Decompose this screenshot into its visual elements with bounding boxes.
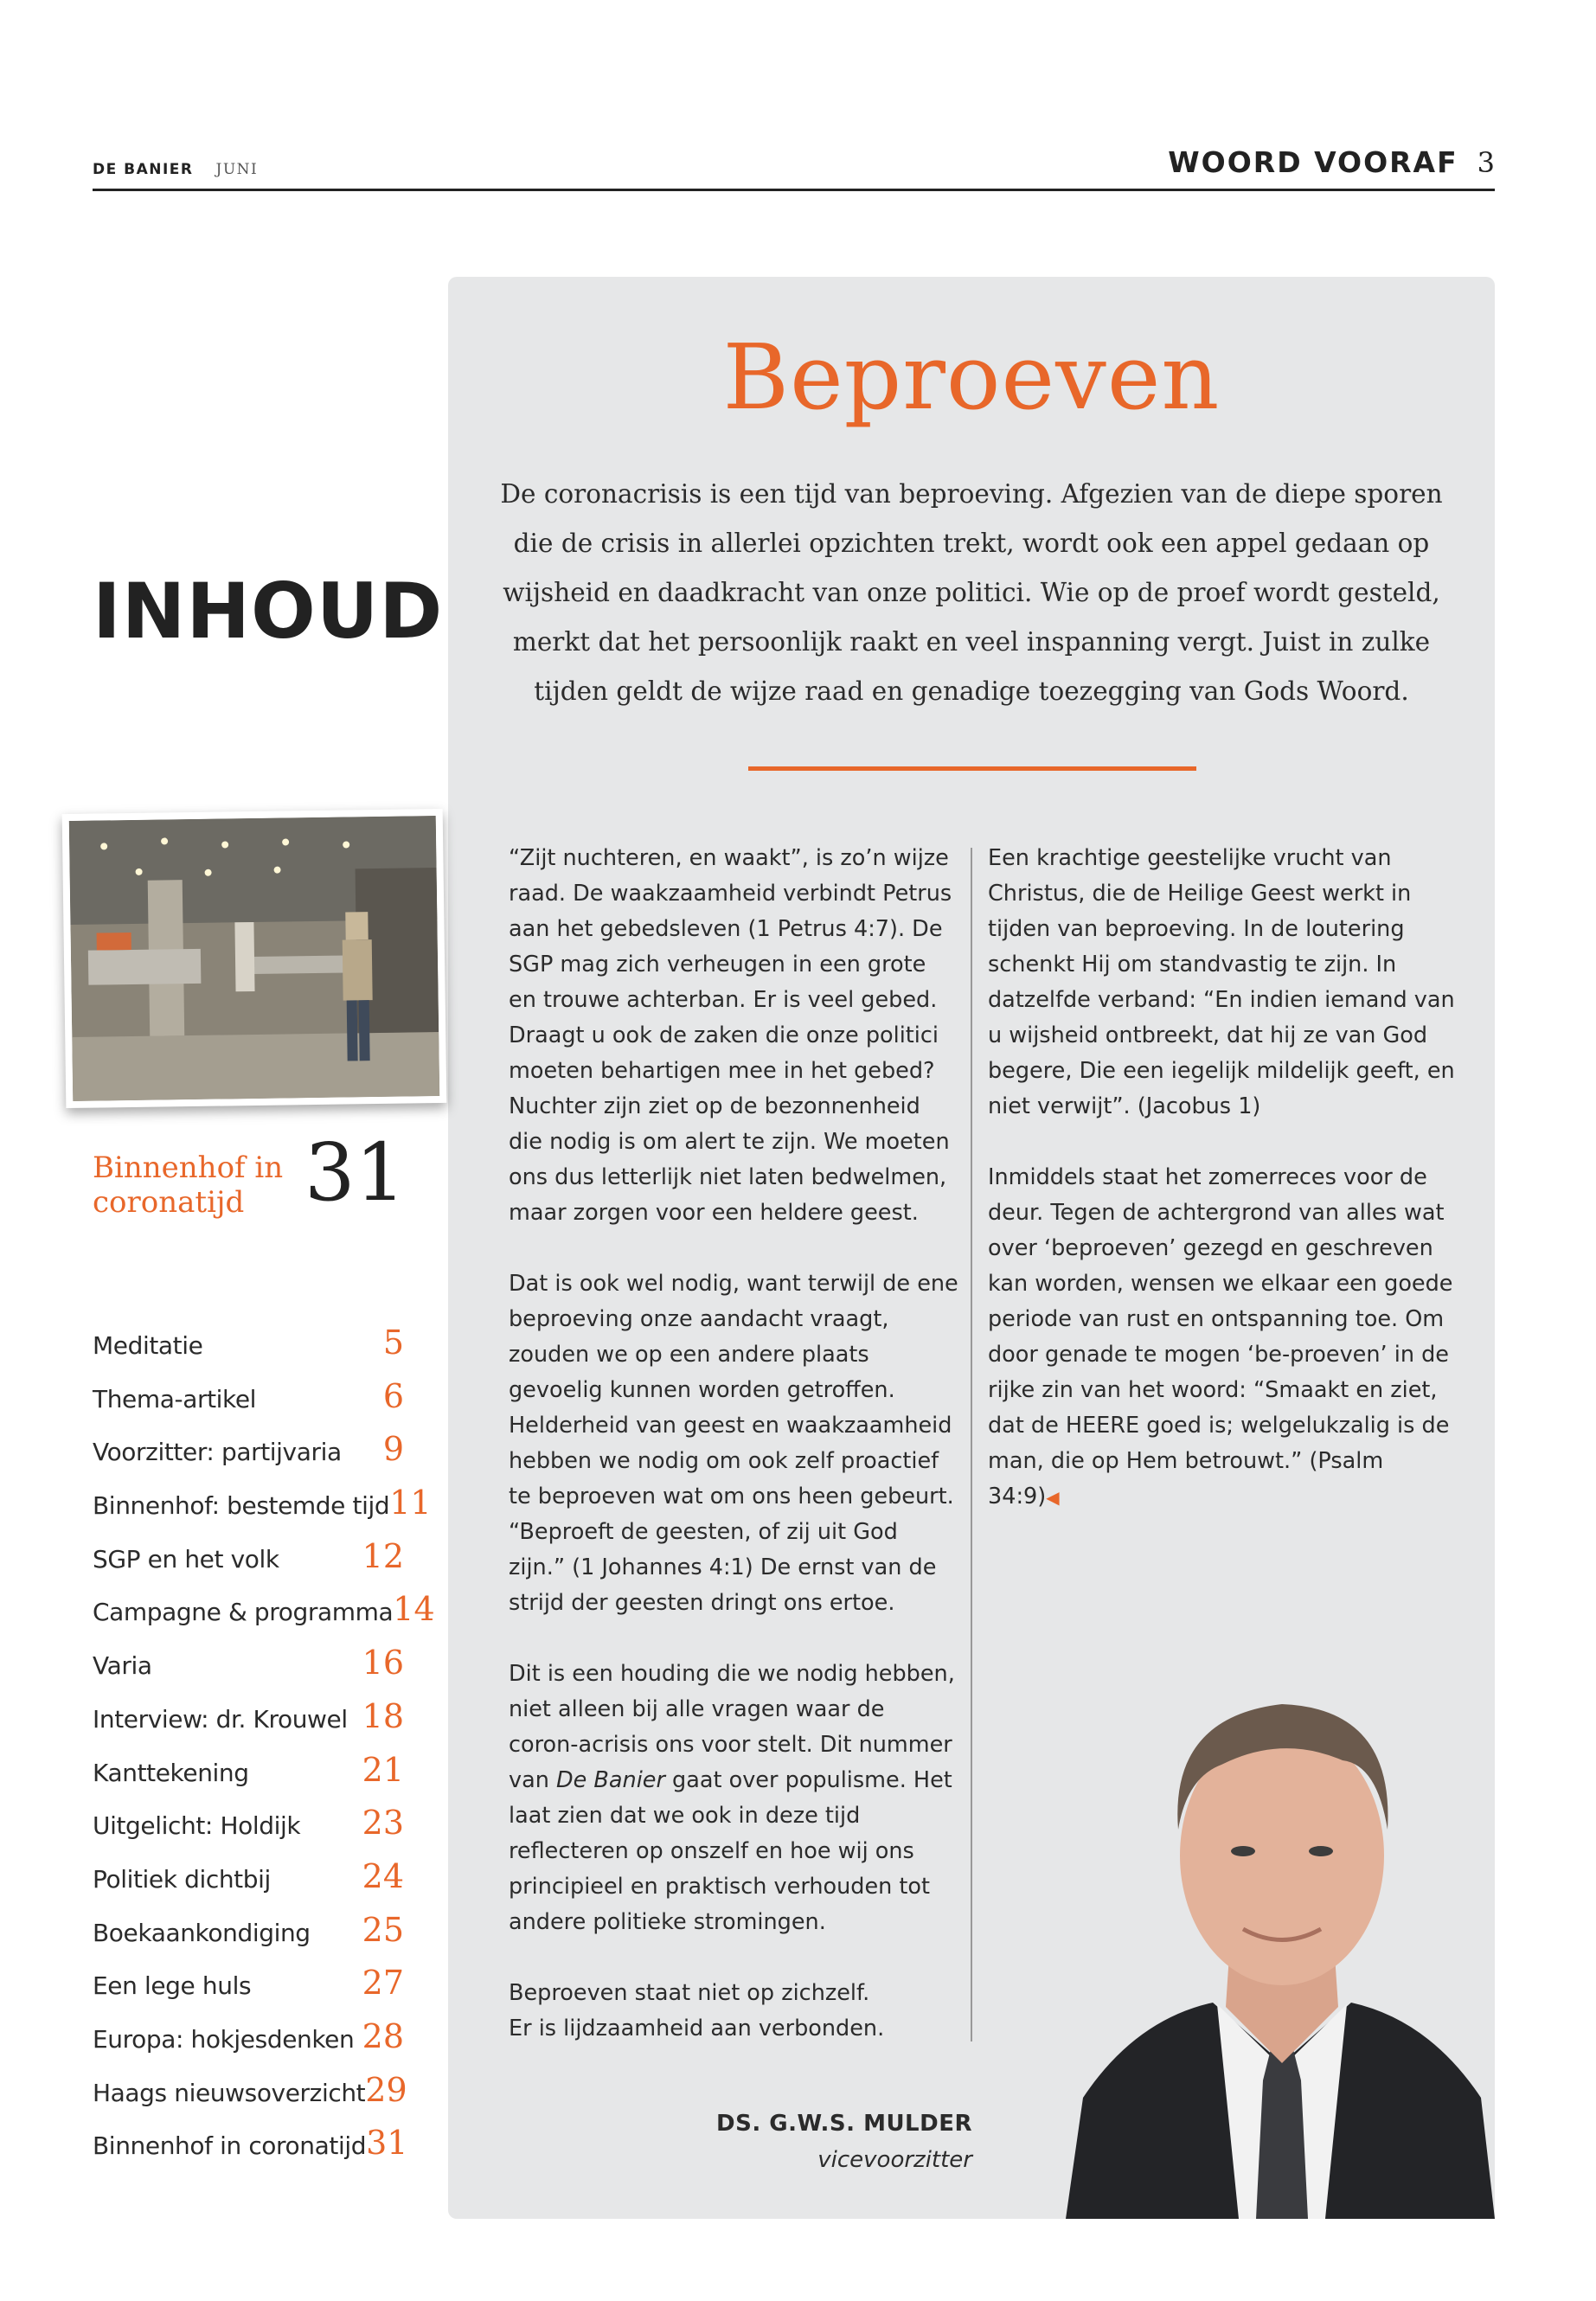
page-number: 3 [1477,146,1495,179]
toc-item[interactable] [93,1857,404,1911]
toc-page: 27 [362,1964,404,2003]
toc-label: Interview: dr. Krouwel [93,1704,348,1734]
paragraph-text: Dit is een houding die we nodig hebben, niet alleen bij alle vragen waar de coron-acrisis ons voor stelt. Dit nummer van [509,1661,955,1793]
toc-label: Voorzitter: partijvaria [93,1438,342,1467]
toc-label: Thema-artikel [93,1384,257,1413]
toc-page: 29 [365,2070,407,2109]
contents-heading: INHOUD [93,567,444,656]
table-of-contents [93,1324,435,2177]
paragraph [509,1976,958,2047]
toc-label: Varia [93,1651,152,1681]
article-column-2 [988,841,1455,1551]
toc-page: 31 [366,2124,408,2163]
paragraph-text: Inmiddels staat het zomerreces voor de deur. Tegen de achtergrond van alles wat over ‘beproeven’ gezegd en geschreven kan worden, wensen we elkaar een goede periode van rust en ontspanning toe. Om door genade te mogen ‘be-proeven’ in de rijke zin van het woord: “Smaakt en ziet, dat de HEERE goed is; welgelukzalig is de man, die op Hem betrouwt.” (Psalm 34:9) [988,1164,1453,1509]
toc-page: 28 [362,2016,404,2055]
title-divider [748,766,1196,771]
toc-item[interactable] [93,1697,404,1751]
running-header-left [93,161,258,178]
toc-page: 16 [362,1644,404,1682]
toc-label: SGP en het volk [93,1544,279,1574]
paragraph: Een krachtige geestelijke vrucht van Christus, die de Heilige Geest werkt in tijden van beproeving. In de loutering schenkt Hij om standvastig te zijn. In datzelfde verband: “En indien iemand van u wijsheid ontbreekt, dat hij ze van God begere, Die een iegelijk mildelijk geeft, en niet verwijt”. (Jacobus 1) [988,845,1455,1119]
magazine-title-italic: De Banier [555,1767,665,1793]
toc-label: Binnenhof: bestemde tijd [93,1491,390,1521]
toc-item[interactable] [93,2124,408,2177]
toc-item[interactable] [93,1911,404,1965]
running-header-right [1168,145,1495,179]
article-lead: De coronacrisis is een tijd van beproeving. Afgezien van de diepe sporen die de crisis in allerlei opzichten trekt, wordt ook een appel gedaan op wijsheid en daadkracht van onze politici. Wie op de proef wordt gesteld, merkt dat het persoonlijk raakt en veel inspanning vergt. Juist in zulke tijden geldt de wijze raad en genadige toezegging van Gods Woord. [500,479,1443,706]
toc-item[interactable] [93,1590,435,1644]
toc-item[interactable] [93,1804,404,1857]
toc-page: 5 [382,1324,404,1362]
author-role: vicevoorzitter [817,2147,972,2173]
paragraph: Dat is ook wel nodig, want terwijl de ene beproeving onze aandacht vraagt, zouden we op een andere plaats gevoelig kunnen worden getroffen. Helderheid van geest en waakzaamheid hebben we nodig om ook zelf proactief te beproeven wat om ons heen gebeurt. “Beproeft de geesten, of zij uit God zijn.” (1 Johannes 4:1) De ernst van de strijd der geesten dringt ons ertoe. [509,1271,958,1616]
toc-page: 25 [362,1910,404,1949]
column-divider [971,848,972,2041]
toc-page: 11 [389,1484,432,1522]
feature-label[interactable] [93,1150,283,1220]
toc-label: Boekaankondiging [93,1918,311,1947]
toc-page: 21 [362,1750,404,1789]
paragraph [988,1160,1455,1516]
toc-item[interactable] [93,1377,404,1431]
toc-page: 24 [362,1856,404,1895]
toc-page: 23 [362,1804,404,1843]
feature-label-line: coronatijd [93,1185,245,1220]
toc-item[interactable] [93,1537,404,1591]
article-column-1 [509,841,958,2082]
paragraph-text: gaat over populisme. Het laat zien dat we ook in deze tijd reflecteren op onszelf en hoe wij ons principieel en praktisch verhouden tot andere politieke stromingen. [509,1767,952,1935]
toc-label: Campagne & programma [93,1598,394,1627]
toc-item[interactable] [93,1430,404,1484]
toc-item[interactable] [93,2070,407,2125]
toc-label: Kanttekening [93,1758,249,1787]
paragraph-text: Er is lijdzaamheid aan verbonden. [509,2016,885,2041]
toc-item[interactable] [93,1644,404,1697]
toc-label: Haags nieuwsoverzicht [93,2078,366,2107]
toc-label: Uitgelicht: Holdijk [93,1811,301,1841]
paragraph-text: Beproeven staat niet op zichzelf. [509,1980,870,2006]
section-title: WOORD VOORAF [1168,145,1458,179]
toc-page: 12 [362,1536,404,1575]
header-rule [93,189,1495,191]
issue-month: JUNI [215,161,259,178]
paragraph [509,1657,958,1940]
toc-label: Meditatie [93,1331,203,1360]
toc-item[interactable] [93,1751,404,1804]
author-portrait [1066,1613,1495,2219]
toc-page: 14 [393,1590,435,1629]
toc-label: Politiek dichtbij [93,1864,271,1894]
paragraph: “Zijt nuchteren, en waakt”, is zo’n wijze raad. De waakzaamheid verbindt Petrus aan het gebedsleven (1 Petrus 4:7). De SGP mag zich verheugen in een grote en trouwe achterban. Er is veel gebed. Draagt u ook de zaken die onze politici moeten behartigen mee in het gebed? Nuchter zijn ziet op de bezonnenheid die nodig is om alert te zijn. We moeten ons dus letterlijk niet laten bedwelmen, maar zorgen voor een heldere geest. [509,845,952,1226]
toc-label: Binnenhof in coronatijd [93,2131,367,2161]
article-title: Beproeven [722,324,1221,430]
toc-item[interactable] [93,1324,404,1377]
feature-page-number[interactable]: 31 [304,1126,407,1219]
feature-photo [62,809,447,1108]
toc-label: Een lege huls [93,1971,252,2001]
toc-label: Europa: hokjesdenken [93,2024,355,2054]
toc-page: 18 [362,1696,404,1735]
end-mark-icon: ◀ [1046,1487,1060,1508]
author-name: DS. G.W.S. MULDER [716,2111,972,2137]
toc-item[interactable] [93,1484,432,1537]
magazine-name: DE BANIER [93,161,194,178]
toc-page: 6 [382,1376,404,1415]
toc-item[interactable] [93,1964,404,2017]
toc-item[interactable] [93,2017,404,2071]
feature-label-line: Binnenhof in [93,1150,284,1185]
toc-page: 9 [382,1430,404,1469]
